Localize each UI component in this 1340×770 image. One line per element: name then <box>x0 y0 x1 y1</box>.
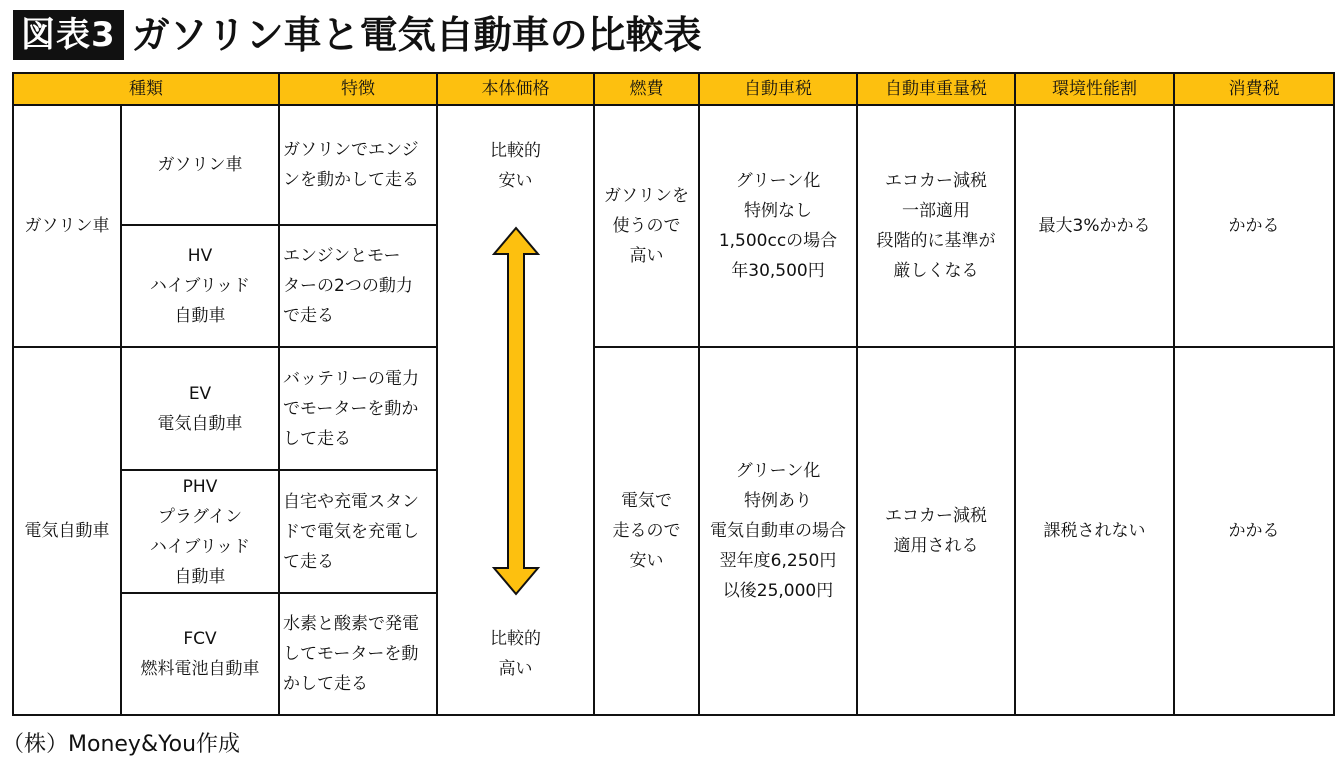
group-label-electric: 電気自動車 <box>13 347 121 715</box>
table-row <box>13 347 1334 470</box>
fuel-gasoline: ガソリンを 使うので 高い <box>594 105 699 347</box>
weight-tax-electric: エコカー減税 適用される <box>857 347 1015 715</box>
figure-title: ガソリン車と電気自動車の比較表 <box>131 13 702 57</box>
fuel-electric: 電気で 走るので 安い <box>594 347 699 715</box>
figure-header <box>13 10 702 60</box>
col-header-consumption-tax: 消費税 <box>1174 73 1334 105</box>
consumption-tax-electric: かかる <box>1174 347 1334 715</box>
col-header-feature: 特徴 <box>279 73 437 105</box>
type-cell: PHV プラグイン ハイブリッド 自動車 <box>121 470 279 593</box>
feature-cell: バッテリーの電力 でモーターを動か して走る <box>279 347 437 470</box>
col-header-price: 本体価格 <box>437 73 594 105</box>
col-header-auto-tax: 自動車税 <box>699 73 857 105</box>
figure-badge: 図表3 <box>13 10 124 60</box>
price-cell <box>437 105 594 715</box>
col-header-env-tax: 環境性能割 <box>1015 73 1174 105</box>
type-cell: FCV 燃料電池自動車 <box>121 593 279 715</box>
table-row <box>13 105 1334 225</box>
type-cell: ガソリン車 <box>121 105 279 225</box>
env-tax-electric: 課税されない <box>1015 347 1174 715</box>
comparison-table <box>12 72 1335 716</box>
col-header-type: 種類 <box>13 73 279 105</box>
source-note: （株）Money&You作成 <box>2 732 241 757</box>
feature-cell: 水素と酸素で発電 してモーターを動 かして走る <box>279 593 437 715</box>
consumption-tax-gasoline: かかる <box>1174 105 1334 347</box>
col-header-weight-tax: 自動車重量税 <box>857 73 1015 105</box>
feature-cell: 自宅や充電スタン ドで電気を充電し て走る <box>279 470 437 593</box>
type-cell: HV ハイブリッド 自動車 <box>121 225 279 347</box>
table-header-row <box>13 73 1334 105</box>
price-high-label: 比較的 高い <box>490 629 541 679</box>
feature-cell: エンジンとモー ターの2つの動力 で走る <box>279 225 437 347</box>
group-label-gasoline: ガソリン車 <box>13 105 121 347</box>
price-low-label: 比較的 安い <box>490 141 541 191</box>
env-tax-gasoline: 最大3%かかる <box>1015 105 1174 347</box>
auto-tax-gasoline: グリーン化 特例なし 1,500ccの場合 年30,500円 <box>699 105 857 347</box>
weight-tax-gasoline: エコカー減税 一部適用 段階的に基準が 厳しくなる <box>857 105 1015 347</box>
auto-tax-electric: グリーン化 特例あり 電気自動車の場合 翌年度6,250円 以後25,000円 <box>699 347 857 715</box>
double-arrow-icon <box>491 226 541 596</box>
feature-cell: ガソリンでエンジ ンを動かして走る <box>279 105 437 225</box>
type-cell: EV 電気自動車 <box>121 347 279 470</box>
col-header-fuel: 燃費 <box>594 73 699 105</box>
